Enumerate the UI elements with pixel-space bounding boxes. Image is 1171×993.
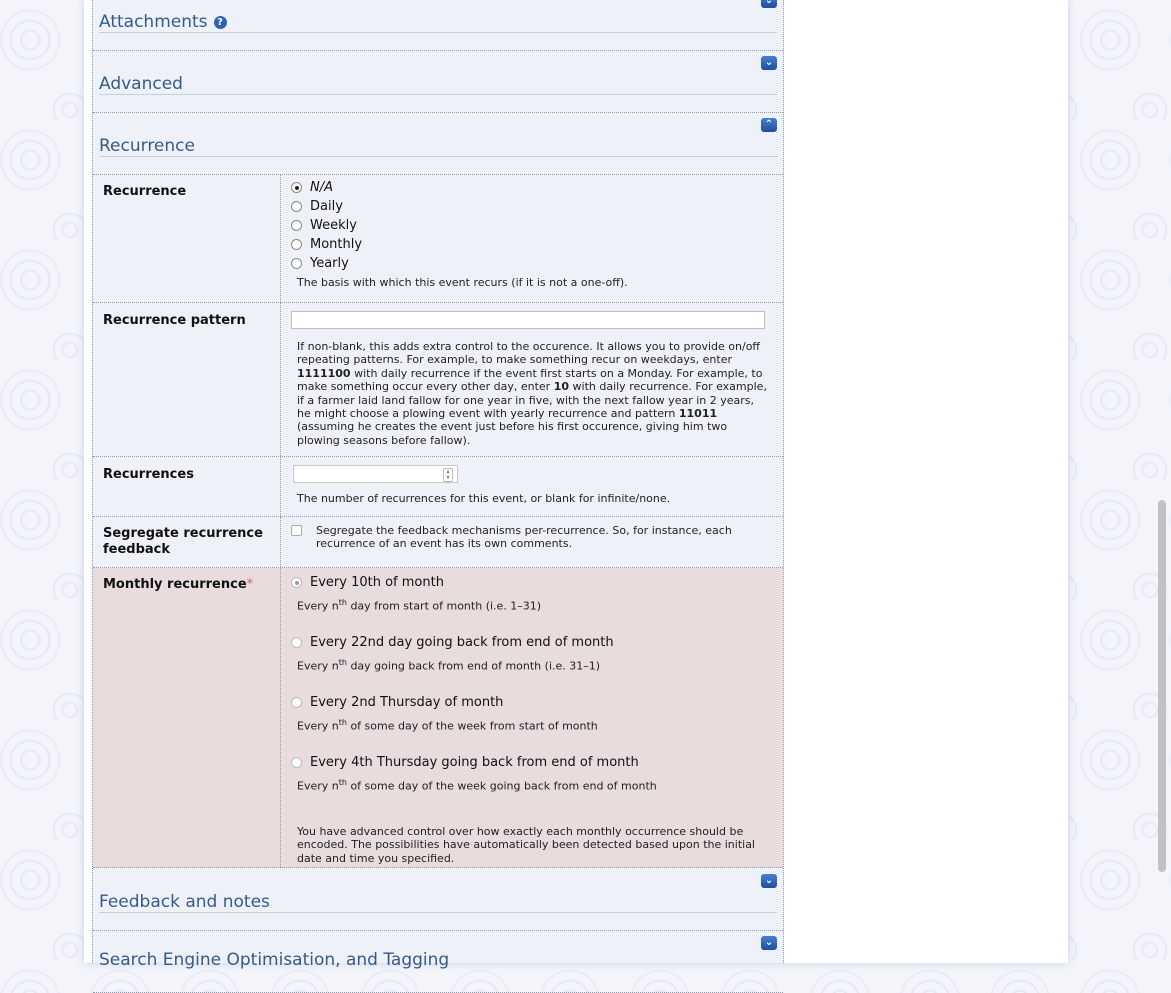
hint-text: day from start of month (i.e. 1–31) (346, 599, 542, 613)
description-text: with daily recurrence. For example, if a farmer laid land fallow for one year in five, with the next fallow year in 2 years, he might choose a plowing event with yearly recurrence and pattern (297, 380, 767, 421)
radio-option-na[interactable] (291, 178, 775, 197)
radio-button[interactable] (291, 201, 302, 212)
page-content (84, 0, 1068, 970)
monthly-option (291, 633, 775, 693)
option-hint (297, 776, 775, 793)
hint-text: of some day of the week going back from end of month (346, 779, 657, 793)
section-seo[interactable] (93, 930, 783, 993)
monthly-option (291, 753, 775, 813)
scrollbar-thumb[interactable] (1158, 500, 1166, 872)
segregate-field (291, 524, 775, 551)
hint-text: day going back from end of month (i.e. 31–1) (346, 659, 601, 673)
radio-label: Monthly (310, 237, 363, 252)
pattern-example: 10 (553, 380, 570, 394)
section-feedback[interactable] (93, 868, 783, 931)
radio-label: Daily (310, 199, 343, 214)
section-title: Advanced (99, 74, 183, 94)
pattern-field (291, 311, 775, 447)
radio-button[interactable] (291, 239, 302, 250)
section-advanced[interactable] (93, 50, 783, 113)
field-label: Recurrence (93, 175, 281, 302)
section-divider (99, 94, 777, 95)
radio-label: Yearly (310, 256, 349, 271)
monthly-options (291, 573, 775, 865)
chevron-down-icon[interactable]: ⌄ (761, 874, 777, 888)
description-text: (assuming he creates the event just before his first occurence, giving him two plowing seasons before fallow). (297, 420, 728, 447)
section-attachments (93, 0, 783, 51)
pattern-example: 11011 (678, 407, 718, 421)
radio-option-daily[interactable] (291, 197, 775, 216)
radio-button[interactable] (291, 697, 302, 708)
section-divider (99, 32, 777, 33)
option-hint (297, 596, 775, 613)
radio-label: Every 2nd Thursday of month (310, 695, 504, 710)
radio-option[interactable] (291, 753, 775, 772)
radio-button[interactable] (291, 182, 302, 193)
field-label (93, 568, 281, 867)
segregate-checkbox[interactable] (291, 525, 302, 536)
field-description: You have advanced control over how exactly each monthly occurrence should be encoded. The possibilities have automatically been detected based upon the initial date and time you specified. (297, 825, 755, 865)
radio-button[interactable] (291, 220, 302, 231)
segregate-row (93, 517, 783, 568)
recurrences-row (93, 457, 783, 517)
chevron-down-icon[interactable]: ⌄ (761, 56, 777, 70)
option-hint (297, 716, 775, 733)
option-hint (297, 656, 775, 673)
recurrence-pattern-row (93, 303, 783, 457)
radio-option-monthly[interactable] (291, 235, 775, 254)
radio-button[interactable] (291, 757, 302, 768)
radio-label: Every 10th of month (310, 575, 444, 590)
field-label: Recurrence pattern (93, 303, 281, 456)
section-title: Feedback and notes (99, 892, 270, 912)
radio-label: Weekly (310, 218, 357, 233)
hint-superscript: th (338, 718, 347, 727)
radio-button[interactable] (291, 637, 302, 648)
monthly-option (291, 573, 775, 633)
field-description: The number of recurrences for this event, or blank for infinite/none. (297, 492, 671, 505)
section-title (99, 12, 227, 32)
hint-text: Every n (297, 779, 339, 793)
section-divider (99, 912, 777, 913)
radio-option[interactable] (291, 693, 775, 712)
chevron-down-icon[interactable]: ⌄ (761, 936, 777, 950)
radio-button[interactable] (291, 577, 302, 588)
radio-option-weekly[interactable] (291, 216, 775, 235)
radio-button[interactable] (291, 258, 302, 269)
hint-text: Every n (297, 659, 339, 673)
hint-superscript: th (338, 778, 347, 787)
recurrences-field (293, 465, 775, 505)
stepper-arrows-icon[interactable]: ▴ ▾ (443, 468, 453, 482)
section-divider (99, 156, 777, 157)
field-description (297, 340, 767, 447)
section-title: Recurrence (99, 136, 195, 156)
monthly-recurrence-row (93, 568, 783, 868)
section-title-text: Attachments (99, 12, 208, 32)
chevron-down-icon[interactable]: ⌄ (761, 0, 777, 8)
description-text: with daily recurrence if the event first starts on a Monday. For example, to make something occur every other day, enter (297, 366, 763, 394)
radio-label: N/A (310, 180, 333, 195)
recurrence-options (291, 178, 775, 289)
help-icon[interactable]: ? (214, 16, 227, 29)
radio-option[interactable] (291, 573, 775, 592)
hint-superscript: th (338, 658, 347, 667)
radio-label: Every 22nd day going back from end of month (310, 635, 614, 650)
field-description: The basis with which this event recurs (if it is not a one-off). (297, 276, 628, 289)
label-text: Monthly recurrence (103, 577, 247, 592)
required-marker: * (246, 577, 254, 592)
hint-text: of some day of the week from start of month (346, 719, 598, 733)
field-label: Recurrences (93, 457, 281, 516)
hint-superscript: th (338, 598, 347, 607)
monthly-option (291, 693, 775, 753)
recurrences-number-input[interactable] (293, 465, 458, 483)
event-form (92, 0, 784, 970)
chevron-up-icon[interactable]: ⌃ (761, 118, 777, 132)
description-text: If non-blank, this adds extra control to the occurence. It allows you to provide on/off repeating patterns. For example, to make something recur on weekdays, enter (297, 340, 760, 367)
section-recurrence[interactable] (93, 112, 783, 175)
hint-text: Every n (297, 599, 339, 613)
radio-label: Every 4th Thursday going back from end of month (310, 755, 639, 770)
field-description: Segregate the feedback mechanisms per-recurrence. So, for instance, each recurrence of an event has its own comments. (316, 524, 732, 551)
recurrence-row (93, 175, 783, 303)
hint-text: Every n (297, 719, 339, 733)
radio-option[interactable] (291, 633, 775, 652)
section-title: Search Engine Optimisation, and Tagging (99, 950, 450, 970)
recurrence-pattern-input[interactable] (291, 311, 765, 329)
field-label: Segregate recurrence feedback (93, 517, 281, 567)
pattern-example: 1111100 (297, 366, 351, 380)
radio-option-yearly[interactable] (291, 254, 775, 273)
